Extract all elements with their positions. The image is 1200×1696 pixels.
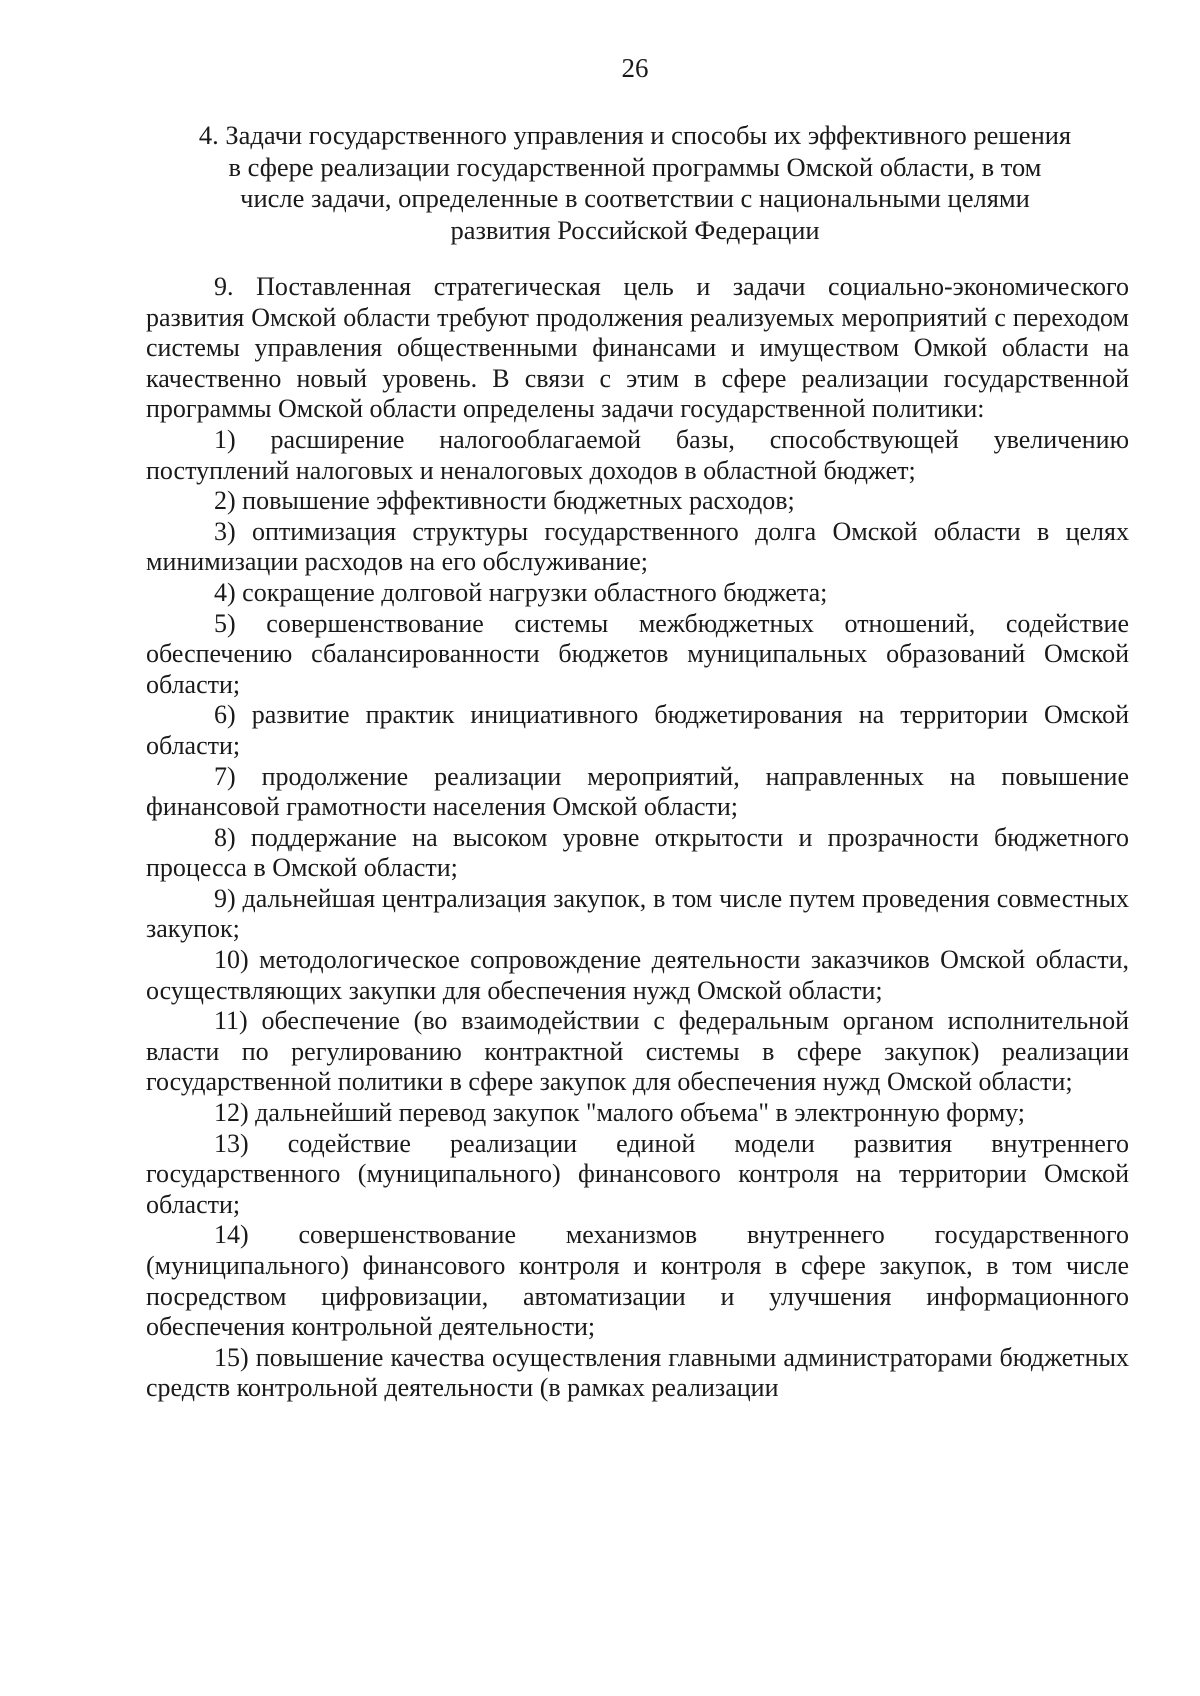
task-item-4: 4) сокращение долговой нагрузки областного бюджета; — [214, 577, 828, 607]
task-item-13: 13) содействие реализации единой модели развития внутреннего государственного (муниципального) финансового контроля на территории Омской области; — [146, 1128, 1129, 1219]
section-title-line: числе задачи, определенные в соответствии с национальными целями — [240, 183, 1030, 213]
task-item-3: 3) оптимизация структуры государственного долга Омской области в целях минимизации расходов на его обслуживание; — [146, 516, 1129, 577]
task-item-14: 14) совершенствование механизмов внутреннего государственного (муниципального) финансового контроля и контроля в сфере закупок, в том числе посредством цифровизации, автоматизации и улучшения информационного обеспечения контрольной деятельности; — [146, 1220, 1129, 1342]
task-item-9: 9) дальнейшая централизация закупок, в том числе путем проведения совместных закупок; — [146, 883, 1129, 944]
section-title-line: развития Российской Федерации — [450, 214, 820, 245]
section-title — [140, 120, 1130, 246]
task-item-6: 6) развитие практик инициативного бюджетирования на территории Омской области; — [146, 700, 1129, 760]
section-title-line: в сфере реализации государственной программы Омской области, в том — [228, 151, 1042, 182]
body-text — [146, 272, 1129, 1404]
task-item-12: 12) дальнейший перевод закупок "малого объема" в электронную форму; — [214, 1098, 1026, 1128]
task-item-10: 10) методологическое сопровождение деятельности заказчиков Омской области, осуществляющих закупки для обеспечения нужд Омской области; — [146, 945, 1129, 1005]
task-item-11: 11) обеспечение (во взаимодействии с федеральным органом исполнительной власти по регулированию контрактной системы в сфере закупок) реализации государственной политики в сфере закупок для обеспечения нужд Омской области; — [146, 1006, 1129, 1097]
section-title-line: 4. Задачи государственного управления и способы их эффективного решения — [198, 120, 1072, 150]
task-item-1: 1) расширение налогооблагаемой базы, способствующей увеличению поступлений налоговых и неналоговых доходов в областной бюджет; — [146, 424, 1129, 485]
task-item-2: 2) повышение эффективности бюджетных расходов; — [214, 486, 795, 516]
task-item-15: 15) повышение качества осуществления главными администраторами бюджетных средств контрольной деятельности (в рамках реализации — [146, 1342, 1129, 1403]
intro-paragraph: 9. Поставленная стратегическая цель и задачи социально-экономического развития Омской области требуют продолжения реализуемых мероприятий с переходом системы управления общественными финансами и имуществом Омкой области на качественно новый уровень. В связи с этим в сфере реализации государственной программы Омской области определены задачи государственной политики: — [146, 272, 1129, 424]
task-item-8: 8) поддержание на высоком уровне открытости и прозрачности бюджетного процесса в Омской области; — [146, 822, 1129, 883]
task-item-5: 5) совершенствование системы межбюджетных отношений, содействие обеспечению сбалансированности бюджетов муниципальных образований Омской области; — [146, 608, 1129, 699]
page-number: 26 — [621, 53, 649, 83]
task-item-7: 7) продолжение реализации мероприятий, направленных на повышение финансовой грамотности населения Омской области; — [146, 761, 1129, 822]
